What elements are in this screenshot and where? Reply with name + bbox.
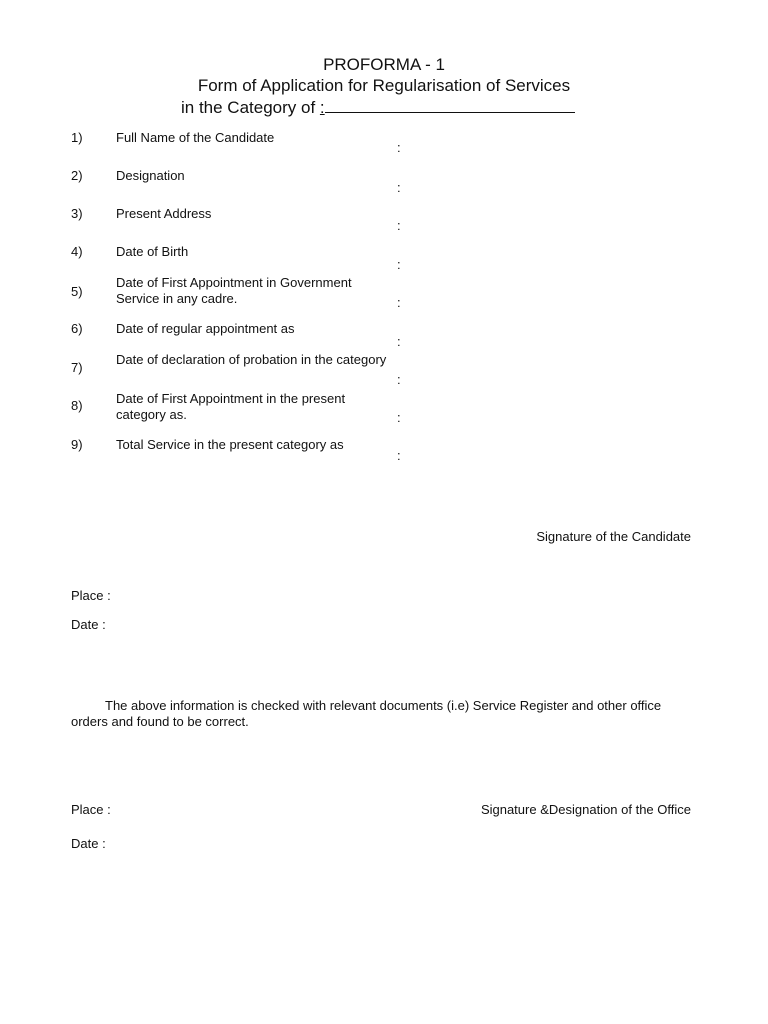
proforma-heading: PROFORMA - 1	[323, 55, 445, 74]
candidate-signature-label: Signature of the Candidate	[536, 529, 691, 544]
row-6-colon[interactable]: :	[397, 334, 401, 349]
office-place-label[interactable]: Place :	[71, 802, 111, 817]
row-4-number: 4)	[71, 244, 83, 259]
row-6-label: Date of regular appointment as	[116, 321, 295, 336]
row-2-colon[interactable]: :	[397, 180, 401, 195]
row-9-label: Total Service in the present category as	[116, 437, 344, 452]
row-7-colon[interactable]: :	[397, 372, 401, 387]
row-9-number: 9)	[71, 437, 83, 452]
row-7-label: Date of declaration of probation in the category	[116, 352, 387, 367]
form-title: Form of Application for Regularisation of Services	[197, 76, 571, 95]
row-3-label: Present Address	[116, 206, 212, 221]
row-5-number: 5)	[71, 284, 83, 299]
row-2-number: 2)	[71, 168, 83, 183]
candidate-place-label[interactable]: Place :	[71, 588, 111, 603]
verification-statement: The above information is checked with relevant documents (i.e) Service Register and other office orders and found to be correct.	[71, 698, 662, 729]
row-4-label: Date of Birth	[116, 244, 189, 259]
row-8-number: 8)	[71, 398, 83, 413]
category-colon: :	[319, 98, 325, 117]
category-prefix: in the Category of	[181, 98, 320, 117]
row-7-number: 7)	[71, 360, 83, 375]
row-5-label: Date of First Appointment in Government Service in any cadre.	[116, 275, 352, 306]
row-9-colon[interactable]: :	[397, 448, 401, 463]
row-1-colon[interactable]: :	[397, 140, 401, 155]
office-date-label[interactable]: Date :	[71, 836, 106, 851]
row-2-label: Designation	[116, 168, 185, 183]
office-signature-label: Signature &Designation of the Office	[480, 802, 691, 817]
category-blank[interactable]	[325, 98, 575, 113]
row-4-colon[interactable]: :	[397, 257, 401, 272]
row-8-label: Date of First Appointment in the present category as.	[116, 391, 346, 422]
row-6-number: 6)	[71, 321, 83, 336]
row-8-colon[interactable]: :	[397, 410, 401, 425]
row-3-colon[interactable]: :	[397, 218, 401, 233]
row-1-label: Full Name of the Candidate	[116, 130, 275, 145]
row-1-number: 1)	[71, 130, 83, 145]
category-line	[181, 98, 575, 118]
candidate-date-label[interactable]: Date :	[71, 617, 106, 632]
row-3-number: 3)	[71, 206, 83, 221]
row-5-colon[interactable]: :	[397, 295, 401, 310]
